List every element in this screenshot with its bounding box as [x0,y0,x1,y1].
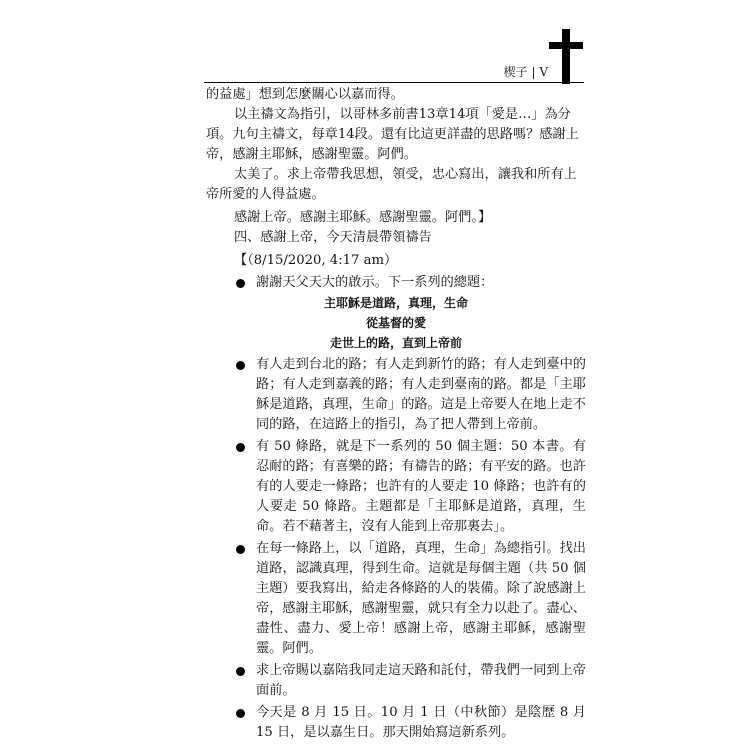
paragraph-thanks: 感謝上帝。感謝主耶穌。感謝聖靈。阿們。】 [234,210,492,225]
paragraph-continuation: 的益處」想到怎麼關心以嘉而得。 [206,87,404,102]
paragraph-prayer-outline: 以主禱文為指引，以哥林多前書13章14項「愛是…」為分項。九句主禱文，每章14段。還有比這更詳盡的思路嗎？感謝上帝，感謝主耶穌，感謝聖靈。阿們。 [206,107,579,162]
bullet-item [206,437,586,537]
bullet-text: 有 50 條路，就是下一系列的 50 個主題：50 本書。有忍耐的路；有喜樂的路；有禱告的路；有平安的路。也許有的人要走一條路；也許有的人要走 10 條路；也許有的人要走 50 條路。主題都是「主耶穌是道路，真理，生命。若不藉著主，沒有人能到上帝那裏去」。 [256,439,586,534]
bullet-icon [236,361,245,370]
bullet-item [206,355,586,435]
bullet-icon [236,709,245,718]
header-rule [204,82,584,83]
bullet-item [206,703,586,743]
bullet-text: 謝謝天父天大的啟示。下一系列的總題： [256,275,494,290]
date-line: 【（8/15/2020, 4:17 am） [234,253,398,268]
bullet-text: 有人走到台北的路；有人走到新竹的路；有人走到臺中的路；有人走到嘉義的路；有人走到臺南的路。都是「主耶穌是道路，真理，生命」的路。這是上帝要人在地上走不同的路，在這路上的指引，為了把人帶到上帝前。 [256,357,586,432]
paragraph-beautiful: 太美了。求上帝帶我思想，領受，忠心寫出，讓我和所有上帝所愛的人得益處。 [206,167,577,202]
series-title-2: 從基督的愛 [365,316,426,330]
bullet-icon [236,545,245,554]
series-title-3: 走世上的路，直到上帝前 [329,336,462,350]
cross-icon-vertical-bar [562,29,570,84]
bullet-icon [236,279,245,288]
page-body [206,85,586,743]
bullet-icon [236,443,245,452]
bullet-icon [236,667,245,676]
running-header: 楔子 | V [503,65,548,79]
bullet-item [206,539,586,659]
bullet-item [206,661,586,701]
section-heading: 四、感謝上帝，今天清晨帶領禱告 [234,230,432,245]
cross-icon-horizontal-bar [549,42,583,49]
cross-icon [549,29,583,84]
bullet-text: 求上帝賜以嘉陪我同走這天路和託付，帶我們一同到上帝面前。 [256,663,586,698]
bullet-item-intro [206,273,586,293]
series-title-1: 主耶穌是道路，真理，生命 [323,296,468,310]
bullet-text: 今天是 8 月 15 日。10 月 1 日（中秋節）是陰歷 8 月 15 日，是以嘉生日。那天開始寫這新系列。 [256,705,586,740]
bullet-text: 在每一條路上，以「道路，真理，生命」為總指引。找出道路，認識真理，得到生命。這就是每個主題（共 50 個主題）要我寫出，給走各條路的人的裝備。除了說感謝上帝，感謝主耶穌，感謝聖靈，就只有全力以赴了。盡心、盡性、盡力、愛上帝！感謝上帝，感謝主耶穌，感謝聖靈。阿們。 [256,541,586,656]
